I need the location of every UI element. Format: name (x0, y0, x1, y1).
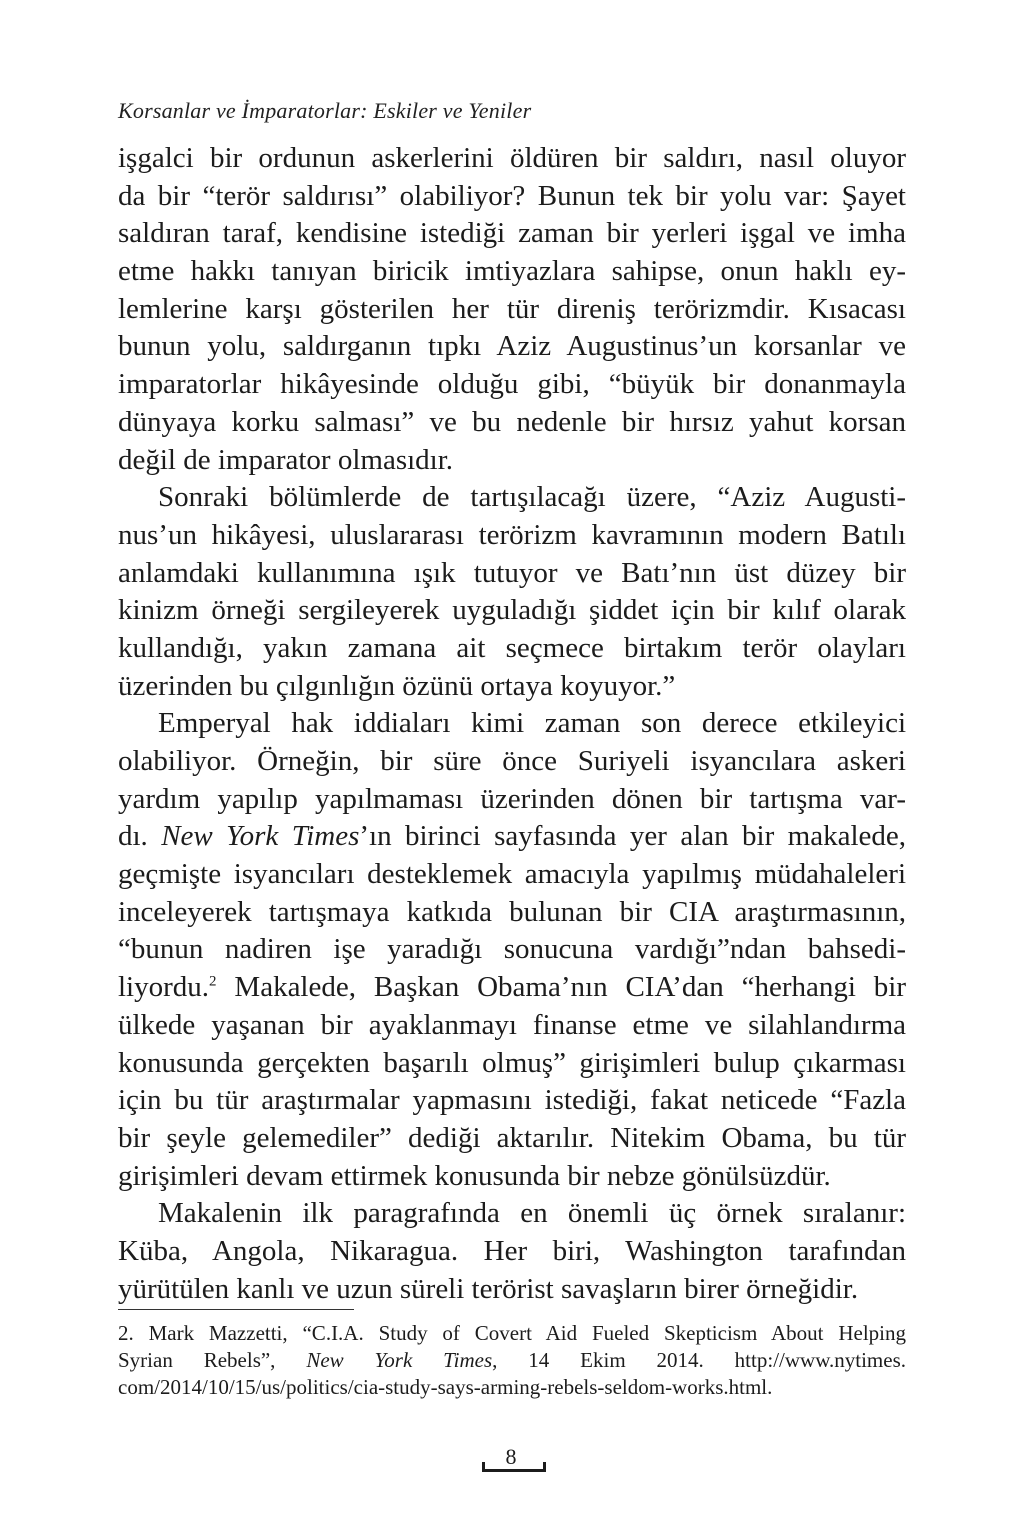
newspaper-title: New York Times (161, 820, 360, 853)
text-line: da bir “terör saldırısı” olabiliyor? Bunun tek bir yolu var: Şayet (118, 179, 906, 212)
page-number: 8 (505, 1444, 517, 1469)
text-line: bir şeyle gelemediler” dediği aktarılır. Nitekim Obama, bu tür (118, 1121, 906, 1154)
text-line: Sonraki bölümlerde de tartışılacağı üzere, “Aziz Augusti- (158, 481, 906, 514)
text-line: yürütülen kanlı ve uzun süreli terörist savaşların birer örneğidir. (118, 1272, 859, 1305)
text-line: için bu tür araştırmalar yapmasını istediği, fakat neticede “Fazla (118, 1084, 906, 1117)
footnote-ref: 2 (209, 973, 217, 990)
text-line: Emperyal hak iddiaları kimi zaman son derece etkileyici (158, 707, 906, 740)
text-line: geçmişte isyancıları desteklemek amacıyla yapılmış müdahaleleri (118, 858, 906, 891)
page-number-rule (482, 1469, 546, 1472)
text-segment: dı. (118, 820, 162, 853)
text-segment: Makalede, Başkan Obama’nın CIA’dan “herhangi bir (216, 971, 906, 1004)
text-line: olabiliyor. Örneğin, bir süre önce Suriyeli isyancılara askeri (118, 745, 906, 777)
text-segment: , 14 Ekim 2014. http://www.nytimes. (492, 1348, 906, 1372)
text-line: konusunda gerçekten başarılı olmuş” girişimleri bulup çıkarması (118, 1046, 906, 1079)
footnote-separator (118, 1309, 354, 1310)
text-line: Küba, Angola, Nikaragua. Her biri, Washington tarafından (118, 1234, 906, 1267)
text-line: üzerinden bu çılgınlığın özünü ortaya koyuyor.” (118, 669, 676, 702)
footnote (118, 1320, 906, 1401)
text-segment: ’ın birinci sayfasında yer alan bir makalede, (359, 820, 906, 853)
text-line: anlamdaki kullanımına ışık tutuyor ve Batı’nın üst düzey bir (118, 556, 906, 589)
newspaper-title: New York Times (306, 1348, 493, 1372)
text-line: dünyaya korku salması” ve bu nedenle bir hırsız yahut korsan (118, 405, 906, 438)
text-line: kinizm örneği sergileyerek uyguladığı şiddet için bir kılıf olarak (118, 594, 906, 627)
text-line (118, 969, 906, 1007)
page-number-tick-right (543, 1462, 546, 1472)
text-line (118, 818, 906, 856)
text-line: imparatorlar hikâyesinde olduğu gibi, “büyük bir donanmayla (118, 368, 906, 401)
text-line: etme hakkı tanıyan biricik imtiyazlara sahipse, onun haklı ey- (118, 255, 906, 288)
footnote-line: 2. Mark Mazzetti, “C.I.A. Study of Covert Aid Fueled Skepticism About Helping (118, 1321, 906, 1345)
text-segment: Syrian Rebels”, (118, 1348, 307, 1372)
text-line: Makalenin ilk paragrafında en önemli üç örnek sıralanır: (158, 1197, 906, 1230)
footnote-line: com/2014/10/15/us/politics/cia-study-says-arming-rebels-seldom-works.html. (118, 1375, 773, 1399)
text-line: değil de imparator olmasıdır. (118, 443, 454, 476)
text-line: bunun yolu, saldırganın tıpkı Aziz Augustinus’un korsanlar ve (118, 330, 906, 363)
text-line: işgalci bir ordunun askerlerini öldüren bir saldırı, nasıl oluyor (118, 142, 906, 174)
text-line: kullandığı, yakın zamana ait seçmece birtakım terör olayları (118, 631, 906, 664)
page-number-tick-left (482, 1462, 485, 1472)
text-line: inceleyerek tartışmaya katkıda bulunan bir CIA araştırmasının, (118, 895, 906, 928)
text-line: ülkede yaşanan bir ayaklanmayı finanse etme ve silahlandırma (118, 1008, 906, 1041)
text-line: nus’un hikâyesi, uluslararası terörizm kavramının modern Batılı (118, 518, 906, 551)
text-line: girişimleri devam ettirmek konusunda bir nebze gönülsüzdür. (118, 1159, 831, 1192)
text-line: “bunun nadiren işe yaradığı sonucuna vardığı”ndan bahsedi- (118, 933, 906, 966)
text-line: lemlerine karşı gösterilen her tür direniş terörizmdir. Kısacası (118, 292, 906, 325)
footnote-line (118, 1347, 906, 1374)
body-text (118, 140, 906, 1308)
text-segment: liyordu. (118, 971, 210, 1004)
text-line: yardım yapılıp yapılmaması üzerinden dönen bir tartışma var- (118, 782, 906, 815)
running-header: Korsanlar ve İmparatorlar: Eskiler ve Yeniler (118, 98, 532, 123)
text-line: saldıran taraf, kendisine istediği zaman bir yerleri işgal ve imha (118, 217, 906, 250)
